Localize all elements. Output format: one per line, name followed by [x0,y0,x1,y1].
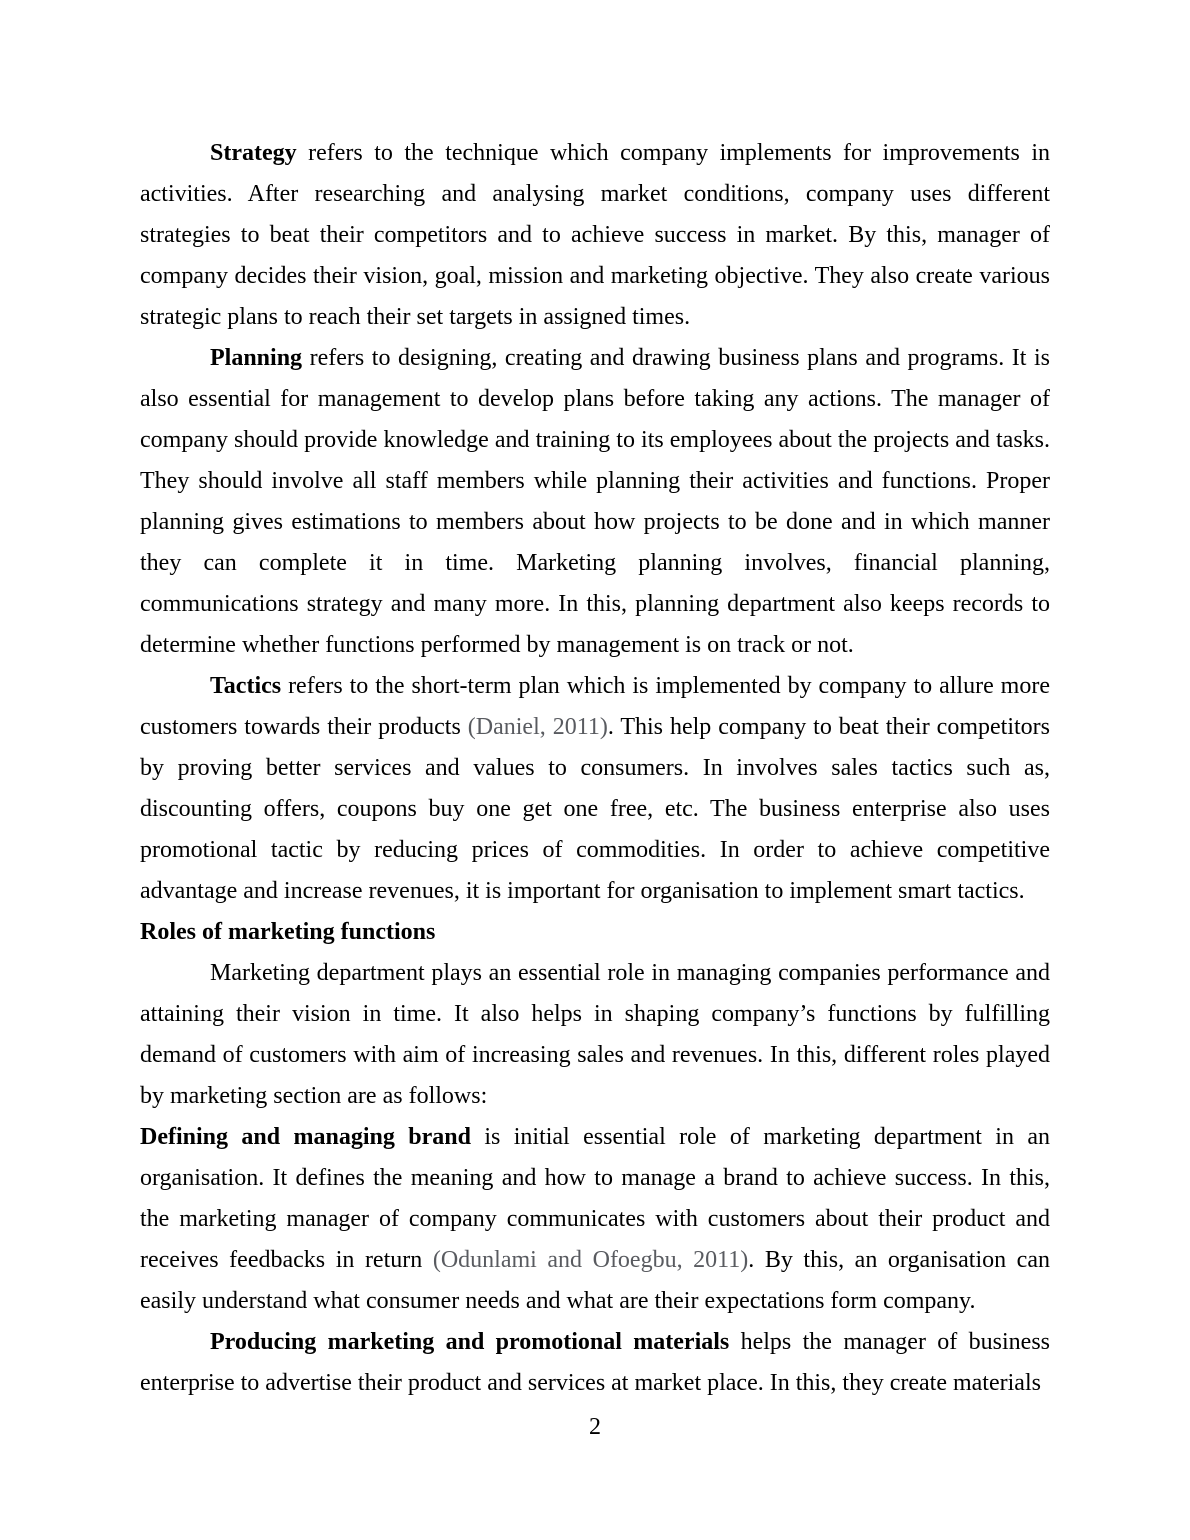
defining-brand-term: Defining and managing brand [140,1124,471,1150]
marketing-department-text: Marketing department plays an essential role in managing companies performance and attaining their vision in time. It also helps in shaping company’s functions by fulfilling demand of customers with aim of increasing sales and revenues. In this, different roles played by marketing section are as follows: [140,960,1050,1109]
paragraph-marketing-department [140,953,1050,1117]
producing-materials-term: Producing marketing and promotional materials [210,1329,730,1355]
page-number: 2 [589,1414,601,1440]
paragraph-planning [140,338,1050,666]
planning-text: refers to designing, creating and drawing business plans and programs. It is also essential for management to develop plans before taking any actions. The manager of company should provide knowledge and training to its employees about the projects and tasks. They should involve all staff members while planning their activities and functions. Proper planning gives estimations to members about how projects to be done and in which manner they can complete it in time. Marketing planning involves, financial planning, communications strategy and many more. In this, planning department also keeps records to determine whether functions performed by management is on track or not. [140,345,1050,658]
citation-daniel-2011: (Daniel, 2011) [467,714,608,740]
strategy-text: refers to the technique which company implements for improvements in activities. After researching and analysing market conditions, company uses different strategies to beat their competitors and to achieve success in market. By this, manager of company decides their vision, goal, mission and marketing objective. They also create various strategic plans to reach their set targets in assigned times. [140,140,1050,330]
producing-materials-text: helps the manager of business enterprise to advertise their product and services at market place. In this, they create materials [140,1329,1050,1396]
paragraph-defining-brand [140,1117,1050,1322]
document-body [140,133,1050,1404]
paragraph-strategy [140,133,1050,338]
tactics-term: Tactics [210,673,282,699]
paragraph-tactics [140,666,1050,912]
roles-of-marketing-functions-heading: Roles of marketing functions [140,919,436,945]
strategy-term: Strategy [210,140,297,166]
planning-term: Planning [210,345,303,371]
paragraph-producing-materials [140,1322,1050,1404]
citation-odunlami-ofoegbu-2011: (Odunlami and Ofoegbu, 2011) [432,1247,749,1273]
tactics-text-before-citation: refers to the short-term plan which is implemented by company to allure more customers towards their products [140,673,1050,740]
defining-brand-text-before-citation: is initial essential role of marketing department in an organisation. It defines the meaning and how to manage a brand to achieve success. In this, the marketing manager of company communicates with customers about their product and receives feedbacks in return [140,1124,1050,1273]
tactics-text-after-citation: . This help company to beat their competitors by proving better services and values to consumers. In involves sales tactics such as, discounting offers, coupons buy one get one free, etc. The business enterprise also uses promotional tactic by reducing prices of commodities. In order to achieve competitive advantage and increase revenues, it is important for organisation to implement smart tactics. [140,714,1050,904]
defining-brand-text-after-citation: . By this, an organisation can easily understand what consumer needs and what are their expectations form company. [140,1247,1050,1314]
